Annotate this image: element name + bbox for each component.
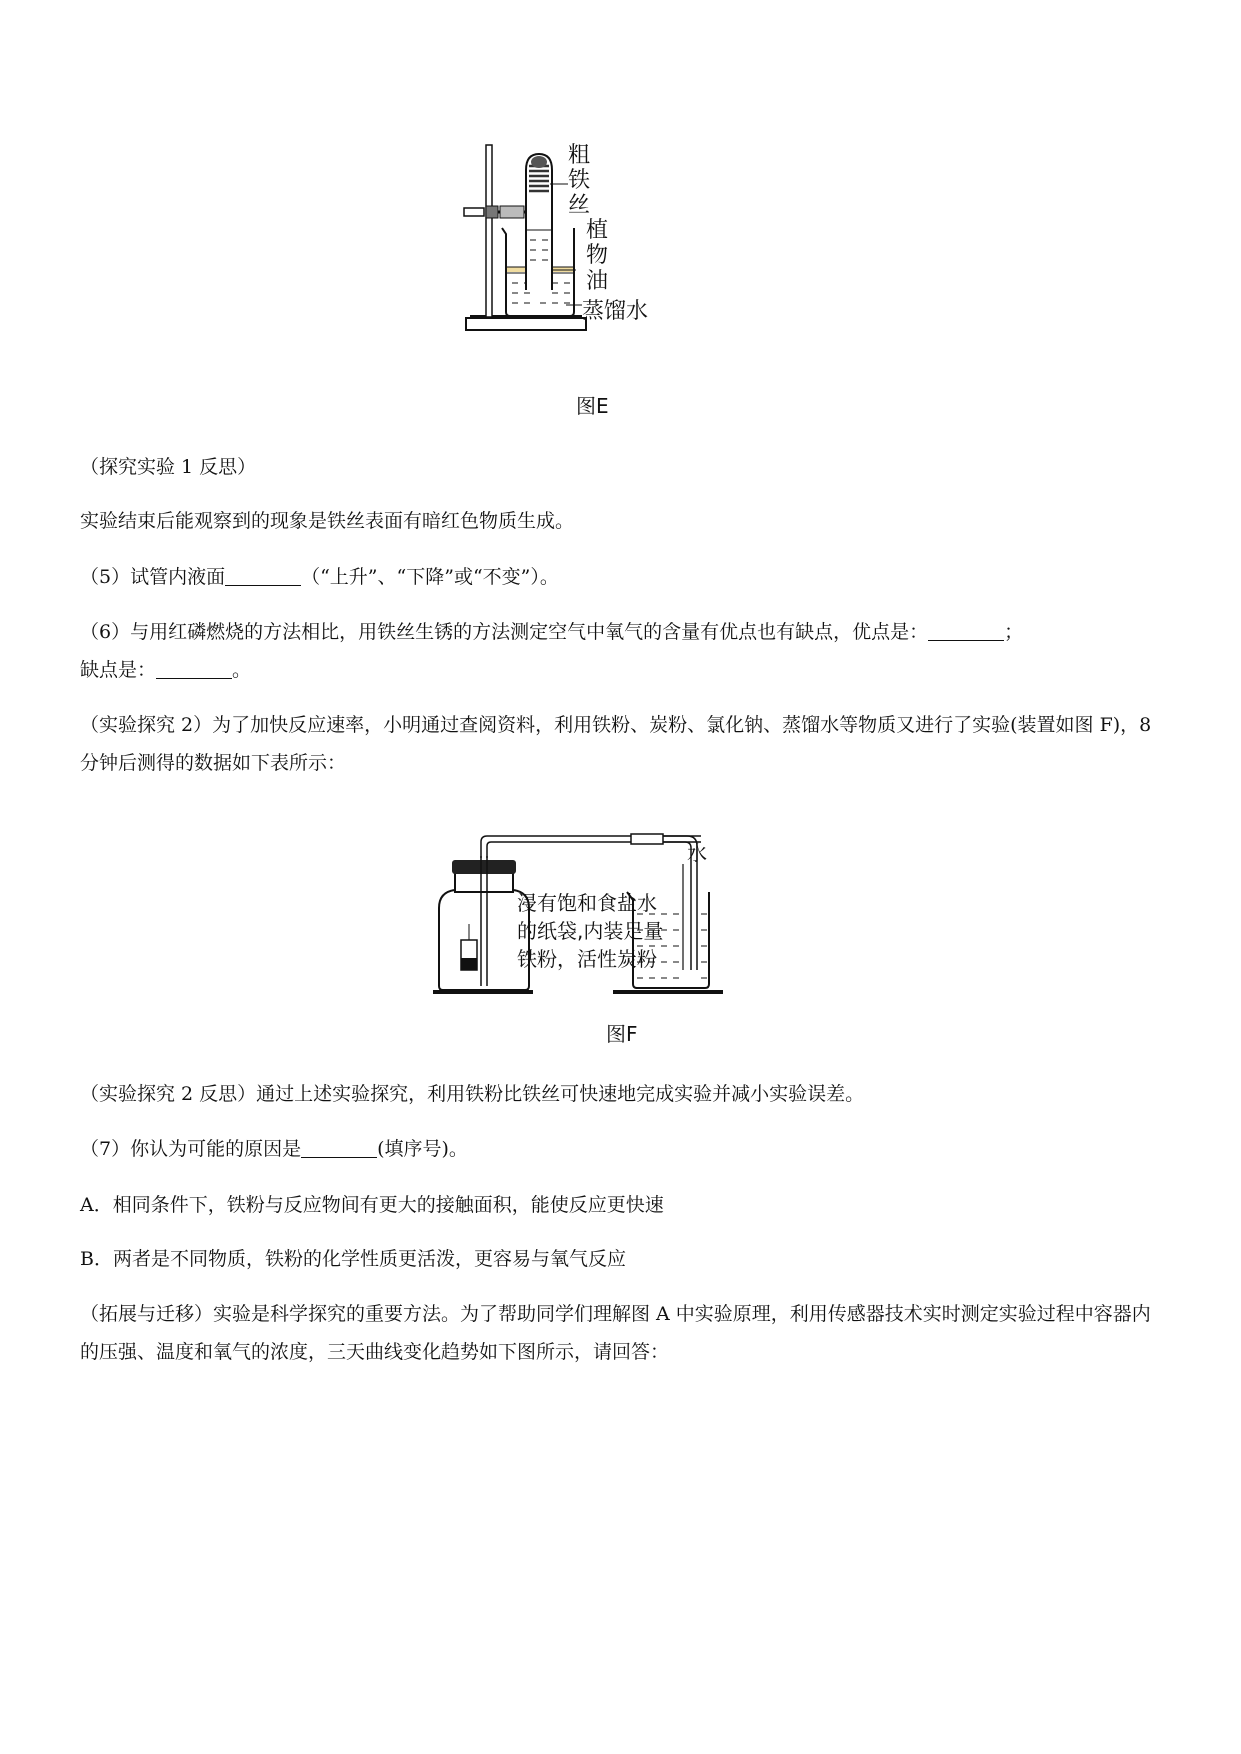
answer-blank-6b[interactable] xyxy=(156,659,232,679)
question-6 xyxy=(80,613,1165,689)
answer-blank-5[interactable] xyxy=(225,566,301,586)
answer-blank-6a[interactable] xyxy=(928,621,1004,641)
label-zhi: 植 xyxy=(586,218,609,243)
bag-label-line-2: 的纸袋,内装足量 xyxy=(517,919,664,943)
option-b: B．两者是不同物质，铁粉的化学性质更活泼，更容易与氧气反应 xyxy=(80,1248,626,1270)
question-7-text: （7）你认为可能的原因是 xyxy=(80,1138,302,1160)
question-5-text: （5）试管内液面 xyxy=(80,566,226,588)
figure-f-caption: 图F xyxy=(606,1022,638,1046)
extension-text: （拓展与迁移）实验是科学探究的重要方法。为了帮助同学们理解图 A 中实验原理，利用传感器技术实时测定实验过程中容器内的压强、温度和氧气的浓度，三天曲线变化趋势如下图所示，请回答： xyxy=(80,1303,1151,1363)
label-cu: 粗 xyxy=(568,143,591,168)
observation-text: 实验结束后能观察到的现象是铁丝表面有暗红色物质生成。 xyxy=(80,510,575,532)
label-you: 油 xyxy=(586,269,609,294)
bag-label-line-1: 浸有饱和食盐水 xyxy=(517,891,657,915)
figure-f-apparatus xyxy=(425,820,825,1000)
question-6-sep: ； xyxy=(1004,621,1024,643)
question-5 xyxy=(80,558,1165,596)
experiment-2-text: （实验探究 2）为了加快反应速率，小明通过查阅资料，利用铁粉、炭粉、氯化钠、蒸馏水等物质又进行了实验(装置如图 F)，8 分钟后测得的数据如下表所示： xyxy=(80,714,1158,774)
bag-label-line-3: 铁粉，活性炭粉 xyxy=(517,947,657,971)
question-5-options: （“上升”、“下降”或“不变”）。 xyxy=(301,566,559,588)
label-tie: 铁 xyxy=(568,168,591,193)
question-6-end: 。 xyxy=(232,659,252,681)
figure-e-apparatus xyxy=(460,140,710,380)
label-si: 丝 xyxy=(568,193,591,218)
question-7-hint: (填序号)。 xyxy=(377,1138,468,1160)
question-6-text: （6）与用红磷燃烧的方法相比，用铁丝生锈的方法测定空气中氧气的含量有优点也有缺点，优点是： xyxy=(80,621,929,643)
answer-blank-7[interactable] xyxy=(301,1138,377,1158)
label-water: 水 xyxy=(687,841,707,865)
reflection-1-heading: （探究实验 1 反思） xyxy=(80,456,257,478)
figure-e-caption: 图E xyxy=(576,394,609,418)
label-distilled-water: 蒸馏水 xyxy=(582,299,649,324)
option-a: A．相同条件下，铁粉与反应物间有更大的接触面积，能使反应更快速 xyxy=(80,1194,664,1216)
question-7 xyxy=(80,1130,1165,1168)
reflection-2-text: （实验探究 2 反思）通过上述实验探究，利用铁粉比铁丝可快速地完成实验并减小实验误差。 xyxy=(80,1083,865,1105)
label-wu: 物 xyxy=(586,243,609,268)
question-6-text-b: 缺点是： xyxy=(80,659,157,681)
